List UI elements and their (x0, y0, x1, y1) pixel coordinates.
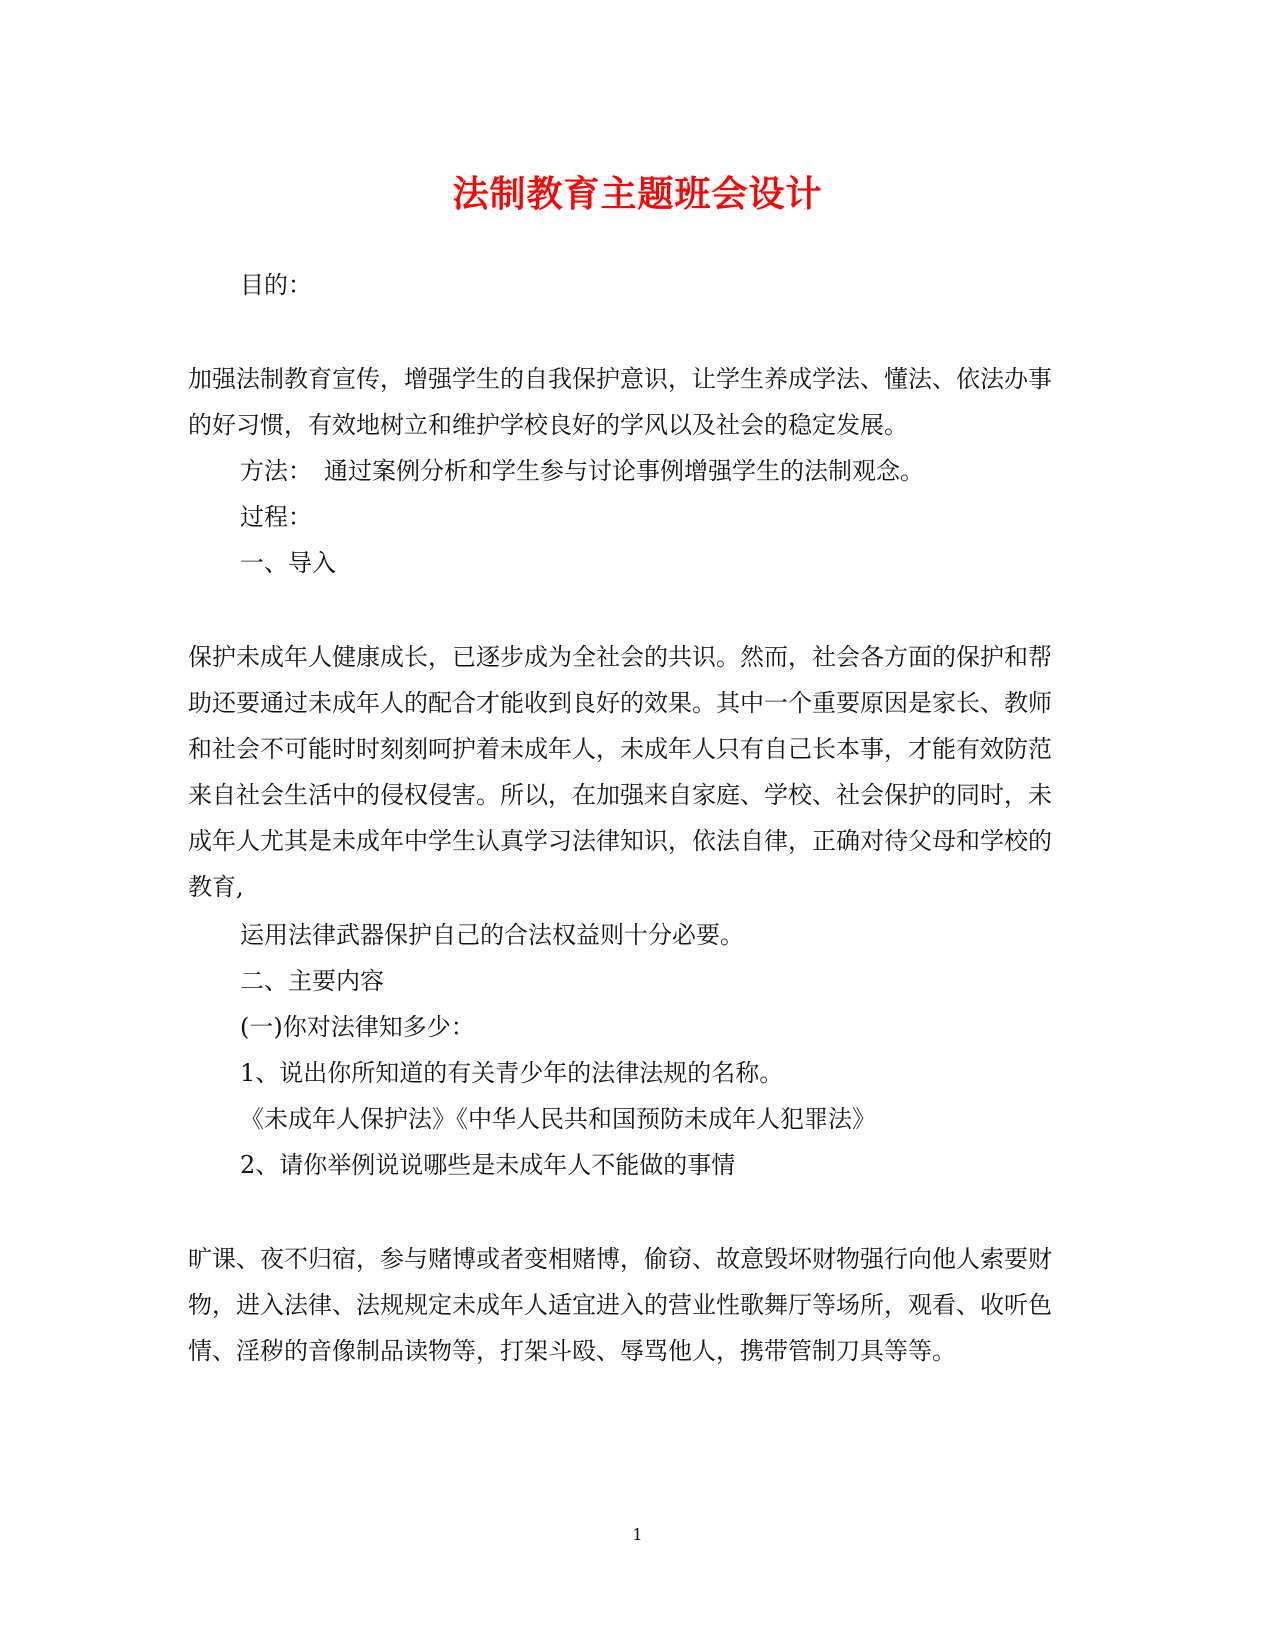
paragraph-line: 的好习惯，有效地树立和维护学校良好的学风以及社会的稳定发展。 (188, 411, 908, 439)
paragraph-line: 运用法律武器保护自己的合法权益则十分必要。 (240, 921, 744, 949)
list-item: 2、请你举例说说哪些是未成年人不能做的事情 (240, 1151, 736, 1179)
paragraph-line: 保护未成年人健康成长，已逐步成为全社会的共识。然而，社会各方面的保护和帮 (188, 643, 1052, 671)
page-number: 1 (632, 1525, 643, 1544)
list-item-answer: 《未成年人保护法》《中华人民共和国预防未成年人犯罪法》 (240, 1105, 876, 1133)
section-heading-main-content: 二、主要内容 (240, 967, 384, 995)
section-label-method: 方法： 通过案例分析和学生参与讨论事例增强学生的法制观念。 (240, 457, 924, 485)
section-label-process: 过程： (240, 503, 312, 531)
section-heading-intro: 一、导入 (240, 549, 336, 577)
paragraph-line: 物，进入法律、法规规定未成年人适宜进入的营业性歌舞厅等场所，观看、收听色 (188, 1291, 1052, 1319)
list-item: 1、说出你所知道的有关青少年的法律法规的名称。 (240, 1059, 784, 1087)
paragraph-line: 教育, (188, 873, 244, 901)
paragraph-line: 和社会不可能时时刻刻呵护着未成年人，未成年人只有自己长本事，才能有效防范 (188, 735, 1052, 763)
paragraph-line: 加强法制教育宣传，增强学生的自我保护意识，让学生养成学法、懂法、依法办事 (188, 365, 1052, 393)
paragraph-line: 成年人尤其是未成年中学生认真学习法律知识，依法自律，正确对待父母和学校的 (188, 827, 1052, 855)
paragraph-line: 来自社会生活中的侵权侵害。所以，在加强来自家庭、学校、社会保护的同时，未 (188, 781, 1052, 809)
paragraph-line: 助还要通过未成年人的配合才能收到良好的效果。其中一个重要原因是家长、教师 (188, 689, 1052, 717)
paragraph-line: 旷课、夜不归宿，参与赌博或者变相赌博，偷窃、故意毁坏财物强行向他人索要财 (188, 1245, 1052, 1273)
subsection-heading: (一)你对法律知多少： (240, 1013, 475, 1041)
paragraph-line: 情、淫秽的音像制品读物等，打架斗殴、辱骂他人，携带管制刀具等等。 (188, 1337, 956, 1365)
section-label-purpose: 目的： (240, 271, 312, 299)
document-title: 法制教育主题班会设计 (452, 173, 823, 215)
